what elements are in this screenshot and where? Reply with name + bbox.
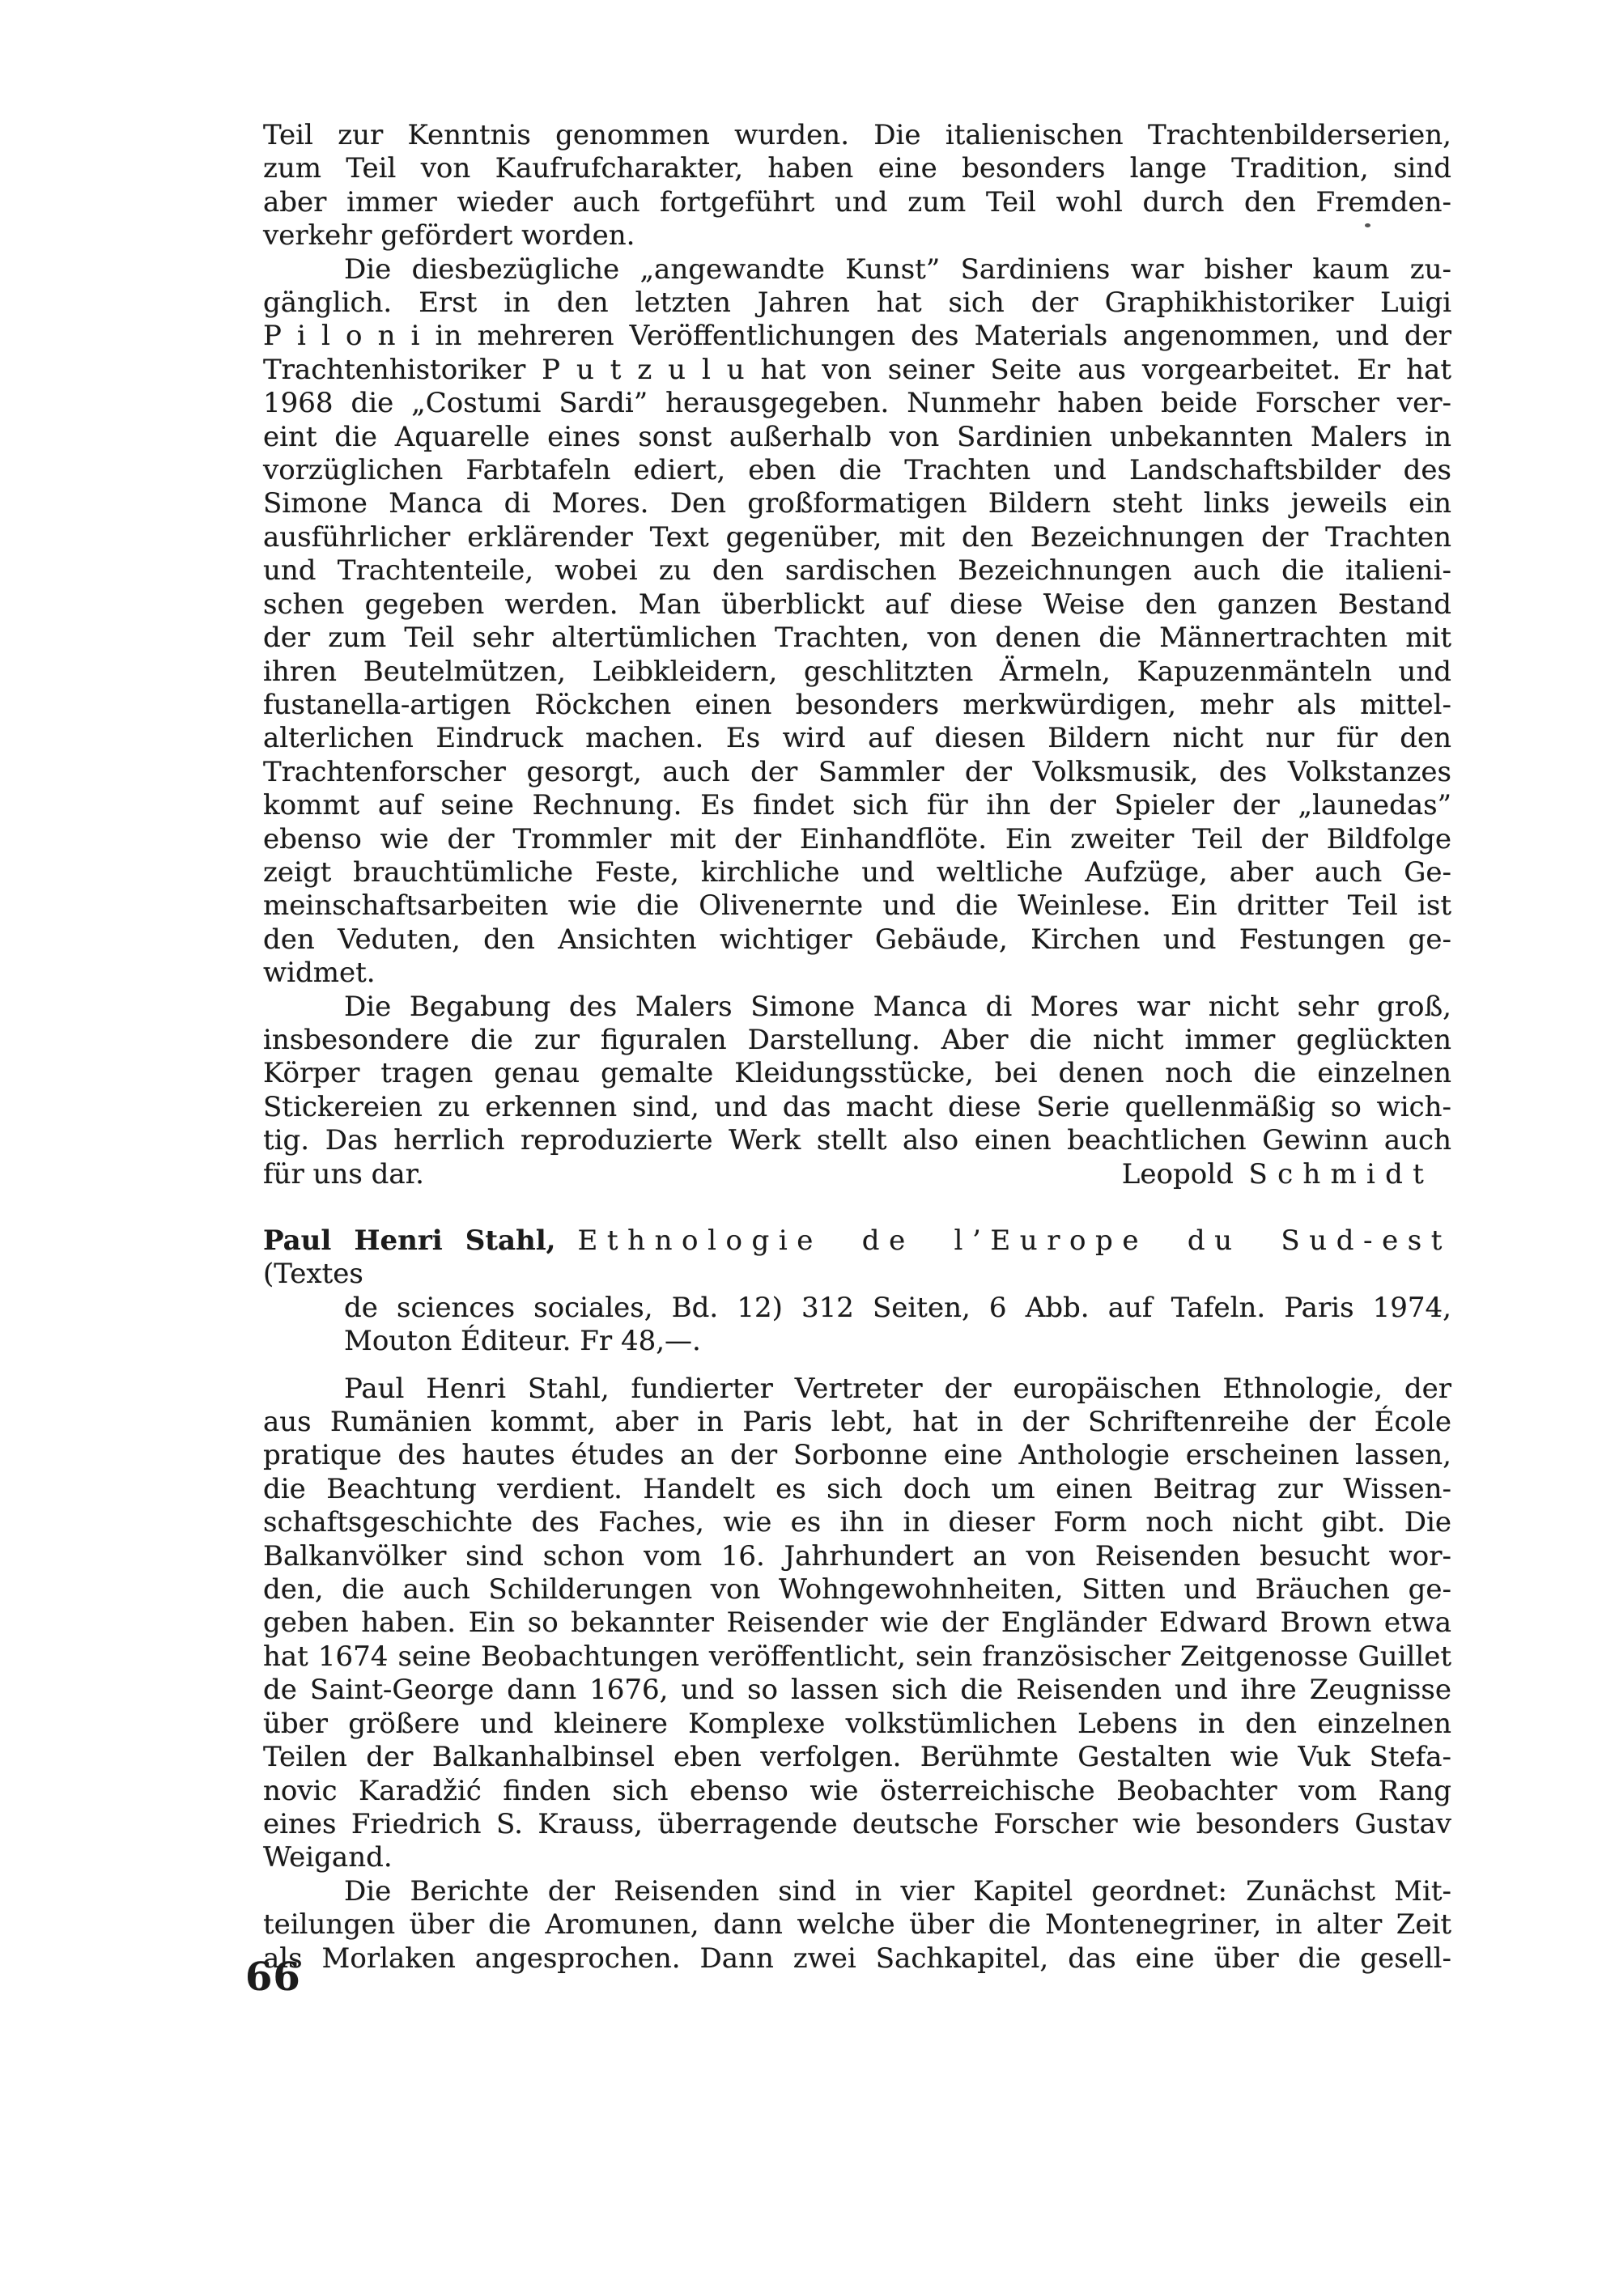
text-line: über größere und kleinere Komplexe volkstümlichen Lebens in den einzelnen <box>263 1707 1451 1740</box>
text-line: zeigt brauchtümliche Feste, kirchliche und weltliche Aufzüge, aber auch Ge- <box>263 855 1451 889</box>
text-line: eines Friedrich S. Krauss, überragende deutsche Forscher wie besonders Gustav <box>263 1807 1451 1840</box>
text-line: aus Rumänien kommt, aber in Paris lebt, hat in der Schriftenreihe der École <box>263 1406 1451 1439</box>
text-line: geben haben. Ein so bekannter Reisender wie der Engländer Edward Brown etwa <box>263 1606 1451 1640</box>
text-line: hat 1674 seine Beobachtungen veröffentlicht, sein französischer Zeitgenosse Guillet <box>263 1640 1451 1673</box>
text-line: widmet. <box>263 957 376 990</box>
text-line: Trachtenforscher gesorgt, auch der Sammler der Volksmusik, des Volkstanzes <box>263 755 1451 788</box>
text-line: kommt auf seine Rechnung. Es findet sich für ihn der Spieler der „launedas” <box>263 789 1451 822</box>
text-line: und Trachtenteile, wobei zu den sardischen Bezeichnungen auch die italieni- <box>263 554 1451 588</box>
review-title-tail: (Textes <box>263 1258 363 1291</box>
review-title: Ethnologie de l’Europe du Sud-est <box>577 1224 1451 1257</box>
text-line: Balkanvölker sind schon vom 16. Jahrhundert an von Reisenden besucht wor- <box>263 1539 1451 1572</box>
closing-text: für uns dar. <box>263 1157 424 1190</box>
text-line: Teilen der Balkanhalbinsel eben verfolgen. Berühmte Gestalten wie Vuk Stefa- <box>263 1741 1451 1774</box>
text-column <box>263 119 1451 1976</box>
text-line: schen gegeben werden. Man überblickt auf diese Weise den ganzen Bestand <box>263 588 1451 621</box>
text-line: gänglich. Erst in den letzten Jahren hat sich der Graphikhistoriker Luigi <box>263 286 1451 320</box>
text-line: Paul Henri Stahl, fundierter Vertreter der europäischen Ethnologie, der <box>344 1372 1451 1405</box>
text-line: insbesondere die zur figuralen Darstellung. Aber die nicht immer geglückten <box>263 1023 1451 1056</box>
text-line: Die Begabung des Malers Simone Manca di Mores war nicht sehr groß, <box>344 990 1451 1023</box>
text-line: teilungen über die Aromunen, dann welche über die Montenegriner, in alter Zeit <box>263 1908 1451 1942</box>
text-line: die Beachtung verdient. Handelt es sich doch um einen Beitrag zur Wissen- <box>263 1472 1451 1505</box>
reviewer-signature <box>1122 1158 1451 1191</box>
page-number: 66 <box>245 1954 301 2000</box>
text-line: aber immer wieder auch fortgeführt und zum Teil wohl durch den Fremden- <box>263 185 1451 219</box>
review-heading-line1 <box>263 1224 1451 1292</box>
text-line: vorzüglichen Farbtafeln ediert, eben die Trachten und Landschaftsbilder des <box>263 454 1451 487</box>
text-line: alterlichen Eindruck machen. Es wird auf diesen Bildern nicht nur für den <box>263 722 1451 755</box>
text-line: schaftsgeschichte des Faches, wie es ihn in dieser Form noch nicht gibt. Die <box>263 1506 1451 1539</box>
text-line: P i l o n i in mehreren Veröffentlichungen des Materials angenommen, und der <box>263 320 1451 353</box>
review-heading <box>263 1224 1451 1359</box>
text-line: Die diesbezügliche „angewandte Kunst” Sardiniens war bisher kaum zu- <box>344 253 1451 286</box>
paragraph-sardinien-kunst <box>263 253 1451 991</box>
text-line: 1968 die „Costumi Sardi” herausgegeben. Nunmehr haben beide Forscher ver- <box>263 387 1451 420</box>
text-line: ausführlicher erklärender Text gegenüber, mit den Bezeichnungen der Trachten <box>263 520 1451 554</box>
paragraph-stahl-ethnologie <box>263 1373 1451 1875</box>
text-line: novic Karadžić finden sich ebenso wie österreichische Beobachter vom Rang <box>263 1774 1451 1807</box>
section-gap <box>263 1191 1451 1224</box>
text-line: als Morlaken angesprochen. Dann zwei Sachkapitel, das eine über die gesell- <box>263 1942 1451 1975</box>
text-line: Körper tragen genau gemalte Kleidungsstücke, bei denen noch die einzelnen <box>263 1057 1451 1090</box>
text-line: ihren Beutelmützen, Leibkleidern, geschlitzten Ärmeln, Kapuzenmänteln und <box>263 655 1451 688</box>
text-line: ebenso wie der Trommler mit der Einhandflöte. Ein zweiter Teil der Bildfolge <box>263 822 1451 855</box>
text-line: den, die auch Schilderungen von Wohngewohnheiten, Sitten und Bräuchen ge- <box>263 1573 1451 1606</box>
heading-body-gap <box>263 1359 1451 1373</box>
text-line: Die Berichte der Reisenden sind in vier Kapitel geordnet: Zunächst Mit- <box>344 1874 1451 1908</box>
text-line: den Veduten, den Ansichten wichtiger Gebäude, Kirchen und Festungen ge- <box>263 923 1451 956</box>
text-line: de Saint-George dann 1676, und so lassen sich die Reisenden und ihre Zeugnisse <box>263 1674 1451 1707</box>
text-line: verkehr gefördert worden. <box>263 219 635 253</box>
signature-forename: Leopold <box>1121 1157 1234 1190</box>
review-author: Paul Henri Stahl, <box>263 1224 556 1257</box>
text-line: Stickereien zu erkennen sind, und das macht diese Serie quellenmäßig so wich- <box>263 1090 1451 1123</box>
review-heading-line3: Mouton Éditeur. Fr 48,—. <box>344 1325 701 1358</box>
text-line: tig. Das herrlich reproduzierte Werk stellt also einen beachtlichen Gewinn auch <box>263 1124 1451 1157</box>
paragraph-berichte-reisenden <box>263 1875 1451 1976</box>
text-line: Teil zur Kenntnis genommen wurden. Die italienischen Trachtenbilderserien, <box>263 119 1451 151</box>
paragraph-begabung-malers <box>263 991 1451 1158</box>
review-heading-line2: de sciences sociales, Bd. 12) 312 Seiten, 6 Abb. auf Tafeln. Paris 1974, <box>344 1291 1451 1324</box>
text-line: meinschaftsarbeiten wie die Olivenernte und die Weinlese. Ein dritter Teil ist <box>263 889 1451 923</box>
text-line: pratique des hautes études an der Sorbonne eine Anthologie erscheinen lassen, <box>263 1439 1451 1472</box>
text-line: Weigand. <box>263 1841 393 1874</box>
text-line: fustanella-artigen Röckchen einen besonders merkwürdigen, mehr als mittel- <box>263 688 1451 721</box>
signature-surname: Schmidt <box>1248 1157 1434 1190</box>
paragraph-trachtenbilderserien <box>263 119 1451 253</box>
text-line: Simone Manca di Mores. Den großformatigen Bildern steht links jeweils ein <box>263 487 1451 520</box>
text-line: Trachtenhistoriker P u t z u l u hat von seiner Seite aus vorgearbeitet. Er hat <box>263 353 1451 386</box>
text-line: der zum Teil sehr altertümlichen Trachten, von denen die Männertrachten mit <box>263 622 1451 655</box>
closing-line-with-signature <box>263 1158 1451 1191</box>
text-line: eint die Aquarelle eines sonst außerhalb von Sardinien unbekannten Malers in <box>263 420 1451 453</box>
text-line: zum Teil von Kaufrufcharakter, haben eine besonders lange Tradition, sind <box>263 152 1451 185</box>
